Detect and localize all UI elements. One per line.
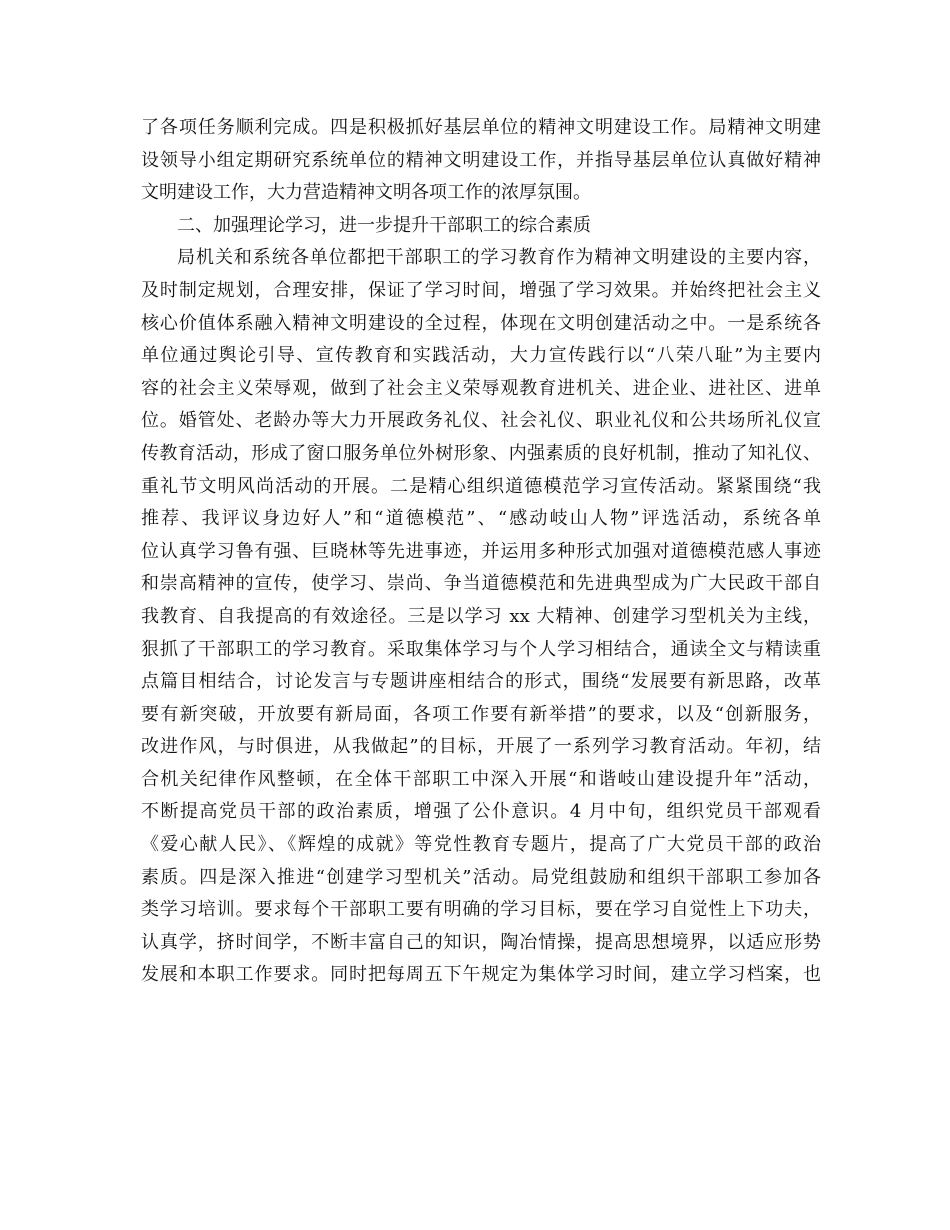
body-text <box>141 112 821 992</box>
text-line: 文明建设工作，大力营造精神文明各项工作的浓厚氛围。 <box>141 182 591 204</box>
text-line: 我教育、自我提高的有效途径。三是以学习 xx 大精神、创建学习型机关为主线， <box>141 605 821 627</box>
text-line: 位。婚管处、老龄办等大力开展政务礼仪、社会礼仪、职业礼仪和公共场所礼仪宣 <box>141 410 821 432</box>
text-line: 单位通过舆论引导、宣传教育和实践活动，大力宣传践行以“八荣八耻”为主要内 <box>141 345 821 367</box>
text-line: 点篇目相结合，讨论发言与专题讲座相结合的形式，围绕“发展要有新思路，改革 <box>141 671 821 693</box>
text-line: 重礼节文明风尚活动的开展。二是精心组织道德模范学习宣传活动。紧紧围绕“我 <box>141 475 821 497</box>
text-line: 局机关和系统各单位都把干部职工的学习教育作为精神文明建设的主要内容， <box>177 247 821 269</box>
text-line: 及时制定规划，合理安排，保证了学习时间，增强了学习效果。并始终把社会主义 <box>141 279 821 301</box>
text-line: 和崇高精神的宣传，使学习、崇尚、争当道德模范和先进典型成为广大民政干部自 <box>141 573 821 595</box>
text-line: 改进作风，与时俱进，从我做起”的目标，开展了一系列学习教育活动。年初，结 <box>141 736 821 758</box>
text-line: 类学习培训。要求每个干部职工要有明确的学习目标，要在学习自觉性上下功夫， <box>141 899 821 921</box>
text-line: 传教育活动，形成了窗口服务单位外树形象、内强素质的良好机制，推动了知礼仪、 <box>141 442 821 464</box>
text-line: 要有新突破，开放要有新局面，各项工作要有新举措”的要求，以及“创新服务， <box>141 703 821 725</box>
text-line: 容的社会主义荣辱观，做到了社会主义荣辱观教育进机关、进企业、进社区、进单 <box>141 377 821 399</box>
text-line: 合机关纪律作风整顿，在全体干部职工中深入开展“和谐岐山建设提升年”活动， <box>141 768 821 790</box>
text-line: 不断提高党员干部的政治素质，增强了公仆意识。4 月中旬，组织党员干部观看 <box>141 801 821 823</box>
text-line: 二、加强理论学习，进一步提升干部职工的综合素质 <box>177 214 591 236</box>
text-line: 设领导小组定期研究系统单位的精神文明建设工作，并指导基层单位认真做好精神 <box>141 149 821 171</box>
text-line: 位认真学习鲁有强、巨晓林等先进事迹，并运用多种形式加强对道德模范感人事迹 <box>141 540 821 562</box>
text-line: 素质。四是深入推进“创建学习型机关”活动。局党组鼓励和组织干部职工参加各 <box>141 866 821 888</box>
text-line: 认真学，挤时间学，不断丰富自己的知识，陶冶情操，提高思想境界，以适应形势 <box>141 931 821 953</box>
text-line: 狠抓了干部职工的学习教育。采取集体学习与个人学习相结合，通读全文与精读重 <box>141 638 821 660</box>
text-line: 发展和本职工作要求。同时把每周五下午规定为集体学习时间，建立学习档案，也 <box>141 964 821 986</box>
text-line: 《爱心献人民》、《辉煌的成就》等党性教育专题片，提高了广大党员干部的政治 <box>141 834 821 856</box>
text-line: 了各项任务顺利完成。四是积极抓好基层单位的精神文明建设工作。局精神文明建 <box>141 117 821 138</box>
text-line: 推荐、我评议身边好人”和“道德模范”、“感动岐山人物”评选活动，系统各单 <box>141 508 821 530</box>
text-line: 核心价值体系融入精神文明建设的全过程，体现在文明创建活动之中。一是系统各 <box>141 312 821 334</box>
